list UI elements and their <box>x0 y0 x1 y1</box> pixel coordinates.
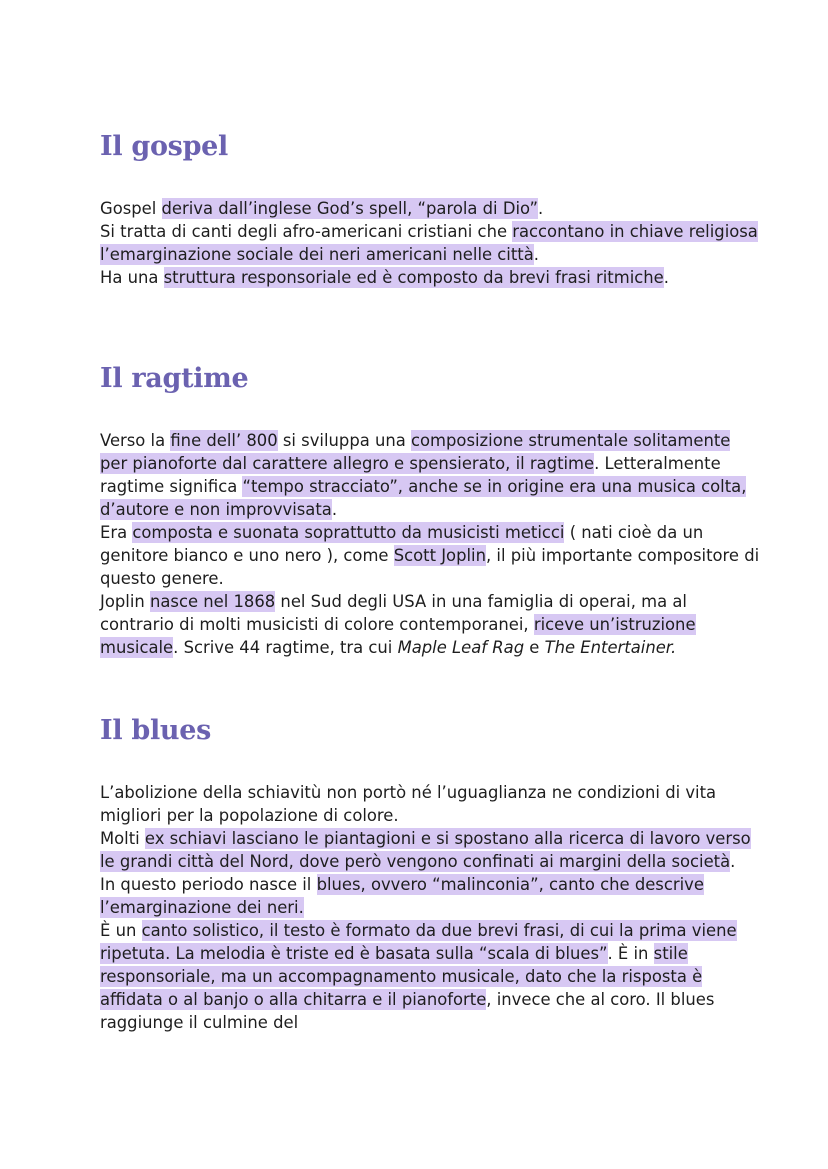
highlighted-text: Scott Joplin <box>393 546 486 565</box>
text-run: Verso la <box>100 431 171 450</box>
text-run: Molti <box>100 829 145 848</box>
highlighted-text: struttura responsoriale ed è composto da brevi frasi ritmiche <box>163 268 664 287</box>
highlighted-text: ex schiavi lasciano le piantagioni e si spostano alla ricerca di lavoro verso le grandi città del Nord, dove però vengono confinati ai margini della società <box>100 829 751 871</box>
text-run: L’abolizione della schiavitù non portò né l’uguaglianza ne condizioni di vita migliori per la popolazione di colore. <box>100 783 717 825</box>
highlighted-text: “tempo stracciato”, anche se in origine era una musica colta, d’autore e non improvvisata <box>100 477 747 519</box>
text-run: . <box>730 852 736 871</box>
italic-title: The Entertainer. <box>544 638 677 657</box>
paragraph-gospel <box>100 197 760 289</box>
text-run: Ha una <box>100 268 164 287</box>
text-run: . Scrive 44 ragtime, tra cui <box>173 638 398 657</box>
text-run: . <box>533 245 539 264</box>
text-run: ( nati cioè da un genitore bianco e uno nero ), come <box>100 523 704 565</box>
highlighted-text: stile responsoriale, ma un accompagnamento musicale, dato che la risposta è affidata o al banjo o alla chitarra e il pianoforte <box>100 944 703 1009</box>
text-run: . <box>331 500 338 519</box>
highlighted-text: canto solistico, il testo è formato da due brevi frasi, di cui la prima viene ripetuta. La melodia è triste ed è basata sulla “scala di blues” <box>100 921 737 963</box>
highlighted-text: blues, ovvero “malinconia”, canto che descrive l’emarginazione dei neri. <box>100 875 704 917</box>
text-run: Era <box>100 523 133 542</box>
italic-title: Maple Leaf Rag <box>397 638 525 657</box>
paragraph-ragtime <box>100 429 760 659</box>
text-run: . È in <box>607 944 654 963</box>
section-title-gospel: Il gospel <box>100 131 228 162</box>
highlighted-text: nasce nel 1868 <box>149 592 276 611</box>
text-run: nel Sud degli USA in una famiglia di operai, ma al contrario di molti musicisti di colore contemporanei, <box>100 592 687 634</box>
section-title-ragtime: Il ragtime <box>100 363 249 394</box>
text-run: , invece che al coro. Il blues raggiunge il culmine del <box>100 990 715 1032</box>
text-run: , il più importante compositore di questo genere. <box>100 546 760 588</box>
text-run: Si tratta di canti degli afro-americani cristiani che <box>100 222 513 241</box>
text-run: . <box>663 268 669 287</box>
text-run: È un <box>100 921 142 940</box>
highlighted-text: composizione strumentale solitamente per pianoforte dal carattere allegro e spensierato, il ragtime <box>100 431 731 473</box>
paragraph-blues <box>100 781 760 1034</box>
section-title-blues: Il blues <box>100 715 212 746</box>
highlighted-text: riceve un’istruzione musicale <box>100 615 696 657</box>
text-run: si sviluppa una <box>277 431 412 450</box>
text-run: e <box>524 638 545 657</box>
highlighted-text: raccontano in chiave religiosa l’emarginazione sociale dei neri americani nelle città <box>100 222 758 264</box>
text-run: Gospel <box>100 199 162 218</box>
highlighted-text: composta e suonata soprattutto da musicisti meticci <box>132 523 565 542</box>
highlighted-text: fine dell’ 800 <box>170 431 278 450</box>
text-run: . Letteralmente ragtime significa <box>100 454 721 496</box>
highlighted-text: deriva dall’inglese God’s spell, “parola di Dio” <box>161 199 538 218</box>
text-run: . <box>537 199 544 218</box>
text-run: Joplin <box>100 592 150 611</box>
text-run: In questo periodo nasce il <box>100 875 317 894</box>
